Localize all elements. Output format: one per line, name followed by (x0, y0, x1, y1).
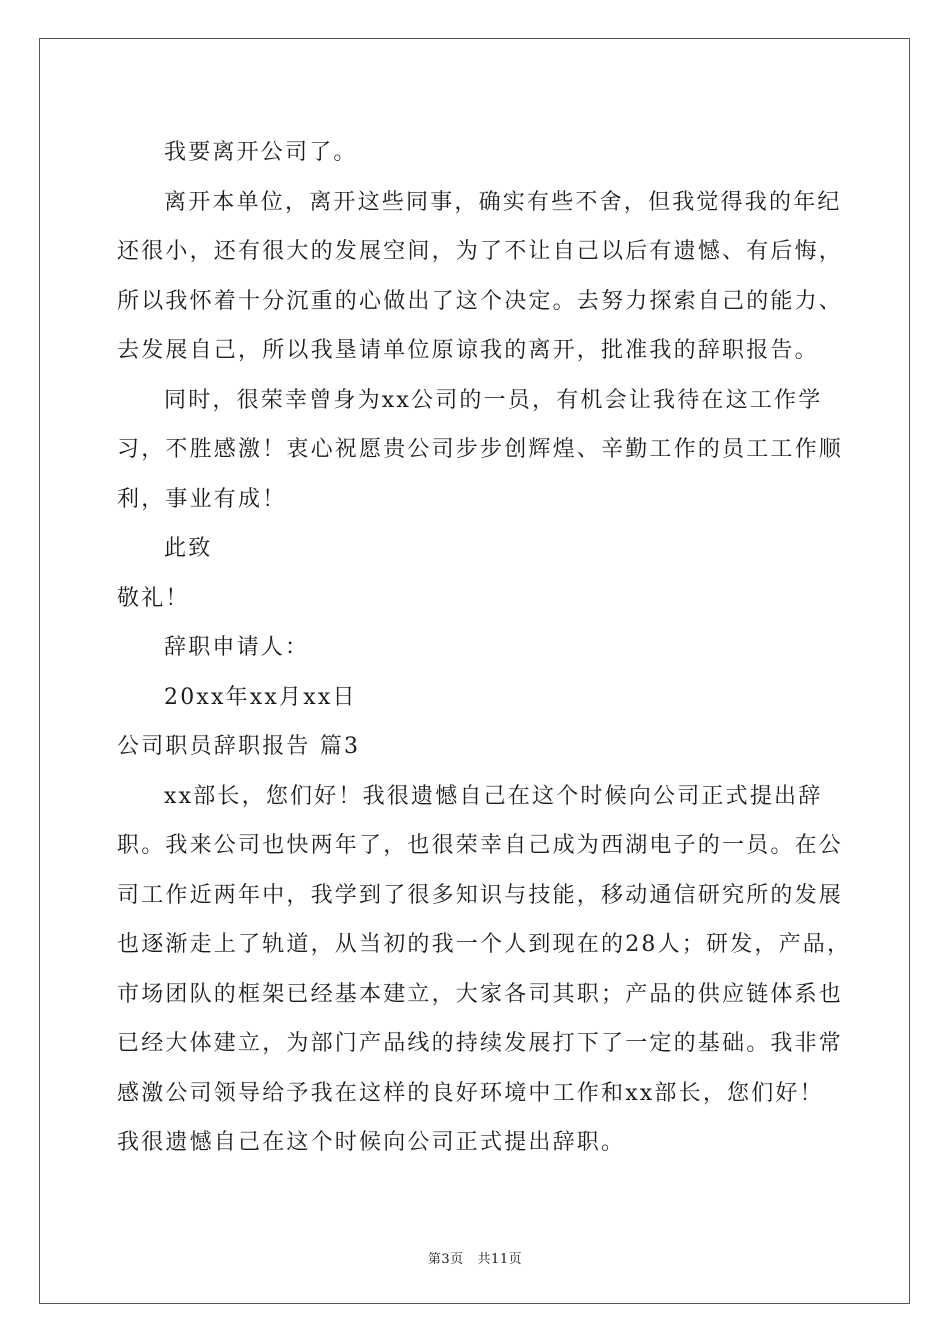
text-line: 利，事业有成！ (117, 486, 287, 512)
text-line: 职。我来公司也快两年了，也很荣幸自己成为西湖电子的一员。在公 (117, 833, 844, 858)
closing-salutation: 此致 (164, 536, 213, 561)
section-heading: 公司职员辞职报告 篇3 (117, 734, 361, 759)
text-line: 司工作近两年中，我学到了很多知识与技能，移动通信研究所的发展 (117, 882, 844, 908)
date-line: 20xx年xx月xx日 (164, 684, 357, 710)
closing-salutation: 敬礼！ (117, 585, 190, 611)
text-line: 还很小，还有很大的发展空间，为了不让自己以后有遗憾、有后悔， (117, 239, 844, 264)
text-line: 所以我怀着十分沉重的心做出了这个决定。去努力探索自己的能力、 (117, 288, 844, 314)
text-line: 离开本单位，离开这些同事，确实有些不舍，但我觉得我的年纪 (164, 189, 842, 215)
text-line: 习，不胜感激！衷心祝愿贵公司步步创辉煌、辛勤工作的员工工作顺 (117, 437, 844, 462)
text-line: 去发展自己，所以我垦请单位原谅我的离开，批准我的辞职报告。 (117, 338, 819, 363)
signature-label: 辞职申请人： (164, 635, 310, 660)
text-line: 我要离开公司了。 (164, 140, 358, 165)
text-line: 感激公司领导给予我在这样的良好环境中工作和xx部长，您们好！ (117, 1080, 824, 1106)
text-line: xx部长，您们好！我很遗憾自己在这个时候向公司正式提出辞 (164, 783, 823, 809)
document-body (117, 128, 857, 1168)
text-line: 同时，很荣幸曾身为xx公司的一员，有机会让我待在这工作学 (164, 387, 823, 413)
page-number-footer: 第3页 共11页 (427, 1252, 523, 1267)
text-line: 也逐渐走上了轨道，从当初的我一个人到现在的28人；研发，产品， (117, 932, 852, 957)
text-line: 我很遗憾自己在这个时候向公司正式提出辞职。 (117, 1130, 626, 1155)
text-line: 已经大体建立，为部门产品线的持续发展打下了一定的基础。我非常 (117, 1031, 844, 1056)
text-line: 市场团队的框架已经基本建立，大家各司其职；产品的供应链体系也 (117, 981, 844, 1007)
